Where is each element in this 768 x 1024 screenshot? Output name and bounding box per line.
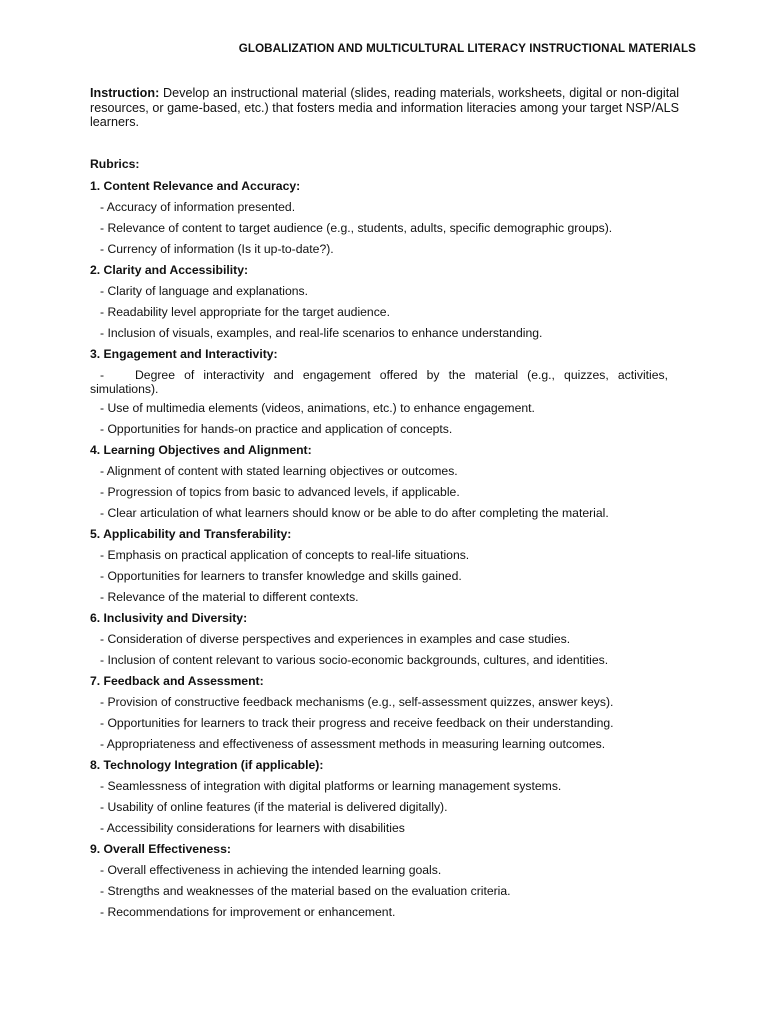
rubric-item: - Provision of constructive feedback mechanisms (e.g., self-assessment quizzes, answer keys). bbox=[100, 695, 614, 709]
rubric-item: - Inclusion of visuals, examples, and real-life scenarios to enhance understanding. bbox=[100, 326, 543, 340]
rubric-item: - Recommendations for improvement or enhancement. bbox=[100, 905, 396, 919]
item-text: Degree of interactivity and engagement offered by the material (e.g., quizzes, activities, simulations). bbox=[90, 368, 668, 396]
rubric-item: - Strengths and weaknesses of the material based on the evaluation criteria. bbox=[100, 884, 511, 898]
document-title: GLOBALIZATION AND MULTICULTURAL LITERACY INSTRUCTIONAL MATERIALS bbox=[238, 42, 696, 55]
rubric-item: - Consideration of diverse perspectives and experiences in examples and case studies. bbox=[100, 632, 571, 646]
rubric-item: - Relevance of content to target audience (e.g., students, adults, specific demographic groups). bbox=[100, 221, 613, 235]
rubric-item: - Relevance of the material to different contexts. bbox=[100, 590, 359, 604]
section-heading: 8. Technology Integration (if applicable): bbox=[90, 758, 324, 772]
instruction-label: Instruction: bbox=[90, 86, 160, 100]
rubric-section-3 bbox=[90, 347, 690, 436]
rubric-section-1 bbox=[90, 179, 690, 256]
section-heading: 7. Feedback and Assessment: bbox=[90, 674, 264, 688]
section-heading: 1. Content Relevance and Accuracy: bbox=[90, 179, 301, 193]
rubric-item: - Appropriateness and effectiveness of assessment methods in measuring learning outcomes. bbox=[100, 737, 606, 751]
rubric-item: - Overall effectiveness in achieving the intended learning goals. bbox=[100, 863, 442, 877]
rubric-section-5 bbox=[90, 527, 690, 604]
rubric-item: - Emphasis on practical application of concepts to real-life situations. bbox=[100, 548, 470, 562]
rubric-item: - Currency of information (Is it up-to-date?). bbox=[100, 242, 334, 256]
section-heading: 5. Applicability and Transferability: bbox=[90, 527, 292, 541]
rubric-section-9 bbox=[90, 842, 690, 919]
rubric-item: - Opportunities for learners to transfer knowledge and skills gained. bbox=[100, 569, 462, 583]
section-heading: 6. Inclusivity and Diversity: bbox=[90, 611, 248, 625]
rubric-item: - Seamlessness of integration with digital platforms or learning management systems. bbox=[100, 779, 562, 793]
rubric-item: - Accuracy of information presented. bbox=[100, 200, 296, 214]
rubric-item: - Accessibility considerations for learners with disabilities bbox=[100, 821, 405, 835]
rubric-item: - Opportunities for hands-on practice and application of concepts. bbox=[100, 422, 453, 436]
instruction-paragraph bbox=[90, 86, 679, 130]
rubric-section-8 bbox=[90, 758, 690, 835]
item-dash: - bbox=[100, 368, 105, 382]
rubric-item: - Clarity of language and explanations. bbox=[100, 284, 308, 298]
rubric-item: - Use of multimedia elements (videos, animations, etc.) to enhance engagement. bbox=[100, 401, 535, 415]
rubric-section-6 bbox=[90, 611, 690, 667]
rubric-item-wrapped bbox=[90, 368, 668, 396]
section-heading: 2. Clarity and Accessibility: bbox=[90, 263, 249, 277]
rubric-section-2 bbox=[90, 263, 690, 340]
rubric-item: - Progression of topics from basic to advanced levels, if applicable. bbox=[100, 485, 460, 499]
rubric-item: - Opportunities for learners to track their progress and receive feedback on their understanding. bbox=[100, 716, 614, 730]
rubric-item: - Readability level appropriate for the target audience. bbox=[100, 305, 390, 319]
section-heading: 9. Overall Effectiveness: bbox=[90, 842, 231, 856]
rubric-item: - Inclusion of content relevant to various socio-economic backgrounds, cultures, and identities. bbox=[100, 653, 609, 667]
instruction-text: Develop an instructional material (slides, reading materials, worksheets, digital or non-digital resources, or game-based, etc.) that fosters media and information literacies among your target NSP/ALS learners. bbox=[90, 86, 679, 130]
section-heading: 4. Learning Objectives and Alignment: bbox=[90, 443, 312, 457]
rubric-section-7 bbox=[90, 674, 690, 751]
rubric-item: - Alignment of content with stated learning objectives or outcomes. bbox=[100, 464, 458, 478]
rubrics-list bbox=[90, 157, 690, 926]
rubrics-heading: Rubrics: bbox=[90, 157, 140, 171]
rubric-item: - Usability of online features (if the material is delivered digitally). bbox=[100, 800, 448, 814]
section-heading: 3. Engagement and Interactivity: bbox=[90, 347, 278, 361]
rubric-item: - Clear articulation of what learners should know or be able to do after completing the material. bbox=[100, 506, 609, 520]
rubric-section-4 bbox=[90, 443, 690, 520]
